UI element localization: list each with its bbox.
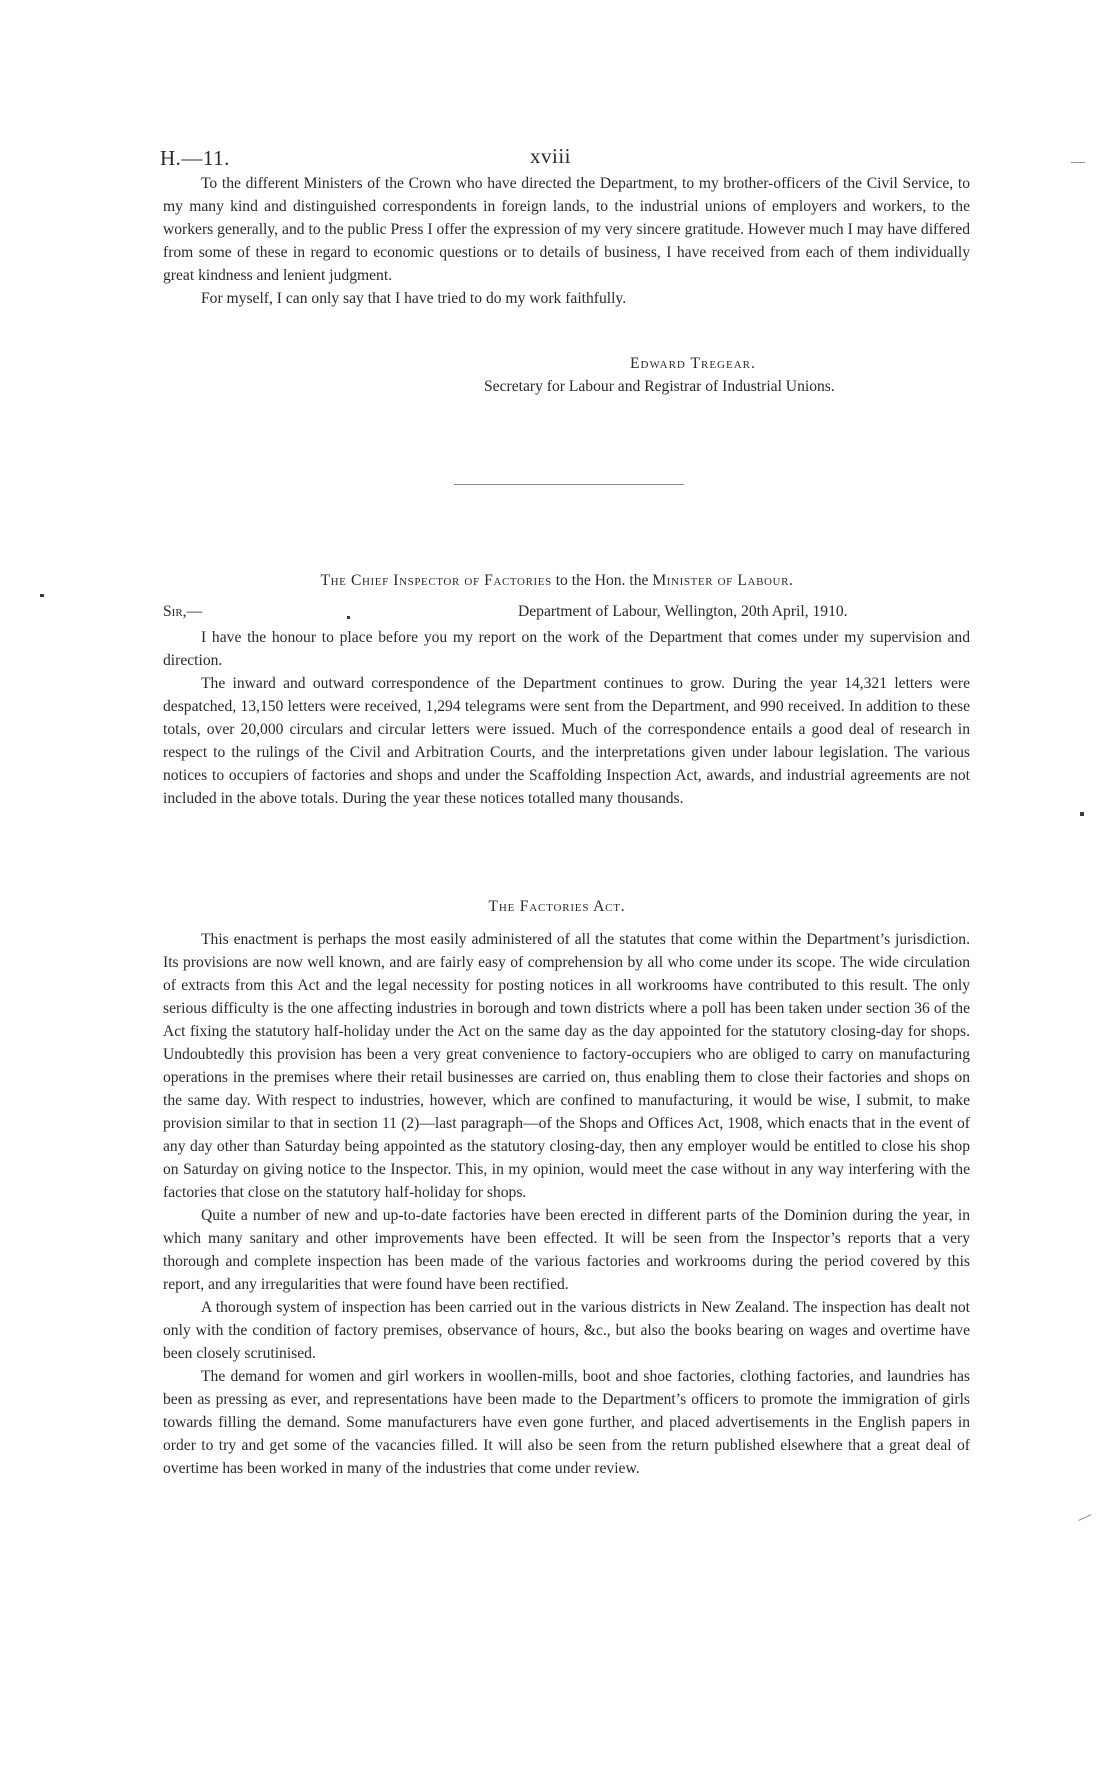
scan-speck <box>1071 162 1085 163</box>
page-number: xviii <box>530 144 572 168</box>
letter-heading-sender: The Chief Inspector of Factories <box>320 572 552 589</box>
closing-paragraph: To the different Ministers of the Crown who have directed the Department, to my brother-officers of the Civil Service, to my many kind and distinguished correspondents in foreign lands, to the industrial unions of employers and workers, to the workers generally, and to the public Press I offer the expression of my very sincere gratitude. However much I may have differed from some of these in regard to economic questions or to details of business, I have received from each of them individually great kindness and lenient judgment. <box>163 175 970 284</box>
letter-heading-recipient: Minister of Labour. <box>652 572 794 589</box>
signature-title: Secretary for Labour and Registrar of Industrial Unions. <box>484 378 835 395</box>
signature-name: Edward Tregear. <box>630 355 756 372</box>
closing-remarks <box>163 172 970 310</box>
factories-act-body <box>163 928 970 1480</box>
scan-speck <box>40 594 44 597</box>
factories-paragraph: The demand for women and girl workers in woollen-mills, boot and shoe factories, clothing factories, and laundries has been as pressing as ever, and representations have been made to the Department’s officers to promote the immigration of girls towards filling the demand. Some manufacturers have even gone further, and placed advertisements in the English papers in order to try and get some of the vacancies filled. It will also be seen from the return published elsewhere that a great deal of overtime has been worked in many of the industries that come under review. <box>163 1368 970 1477</box>
letter-paragraph: I have the honour to place before you my report on the work of the Department that comes under my supervision and direction. <box>163 629 970 669</box>
factories-paragraph: This enactment is perhaps the most easily administered of all the statutes that come within the Department’s jurisdiction. Its provisions are now well known, and are fairly easy of comprehension by all who come under its scope. The wide circulation of extracts from this Act and the legal necessity for posting notices in all workrooms have contributed to this result. The only serious difficulty is the one affecting industries in borough and town districts where a poll has been taken under section 36 of the Act fixing the statutory half-holiday under the Act on the same day as the day appointed for the statutory closing-day for shops. Undoubtedly this provision has been a very great convenience to factory-occupiers who are obliged to carry on manufacturing operations in the premises where their retail businesses are carried on, thus enabling them to close their factories and shops on the same day. With respect to industries, however, which are confined to manufacturing, it would be wise, I submit, to make provision similar to that in section 11 (2)—last paragraph—of the Shops and Offices Act, 1908, which enacts that in the event of any day other than Saturday being appointed as the statutory closing-day, then any employer would be entitled to close his shop on Saturday on giving notice to the Inspector. This, in my opinion, would meet the case without in any way interfering with the factories that close on the statutory half-holiday for shops. <box>163 931 970 1201</box>
section-divider <box>454 484 684 485</box>
letter-body <box>163 626 970 810</box>
closing-paragraph: For myself, I can only say that I have tried to do my work faithfully. <box>201 290 627 307</box>
letter-heading <box>0 572 1114 590</box>
section-heading-factories-act: The Factories Act. <box>488 898 626 915</box>
letter-heading-connector: to the Hon. the <box>551 572 653 589</box>
salutation: Sir,— <box>163 603 203 620</box>
scan-speck <box>1080 812 1084 816</box>
scan-speck <box>347 616 350 619</box>
scan-speck <box>1078 1514 1091 1521</box>
factories-paragraph: A thorough system of inspection has been carried out in the various districts in New Zealand. The inspection has dealt not only with the condition of factory premises, observance of hours, &c., but also the books bearing on wages and overtime have been closely scrutinised. <box>163 1299 970 1362</box>
factories-paragraph: Quite a number of new and up-to-date factories have been erected in different parts of the Dominion during the year, in which many sanitary and other improvements have been effected. It will be seen from the Inspector’s reports that a very thorough and complete inspection has been made of the various factories and workrooms during the period covered by this report, and any irregularities that were found have been rectified. <box>163 1207 970 1293</box>
document-reference: H.—11. <box>160 146 230 170</box>
letter-dateline: Department of Labour, Wellington, 20th April, 1910. <box>518 603 848 620</box>
letter-paragraph: The inward and outward correspondence of the Department continues to grow. During the year 14,321 letters were despatched, 13,150 letters were received, 1,294 telegrams were sent from the Department, and 990 received. In addition to these totals, over 20,000 circulars and circular letters were issued. Much of the correspondence entails a good deal of research in respect to the rulings of the Civil and Arbitration Courts, and the interpretations given under labour legislation. The various notices to occupiers of factories and shops and under the Scaffolding Inspection Act, awards, and industrial agreements are not included in the above totals. During the year these notices totalled many thousands. <box>163 675 970 807</box>
